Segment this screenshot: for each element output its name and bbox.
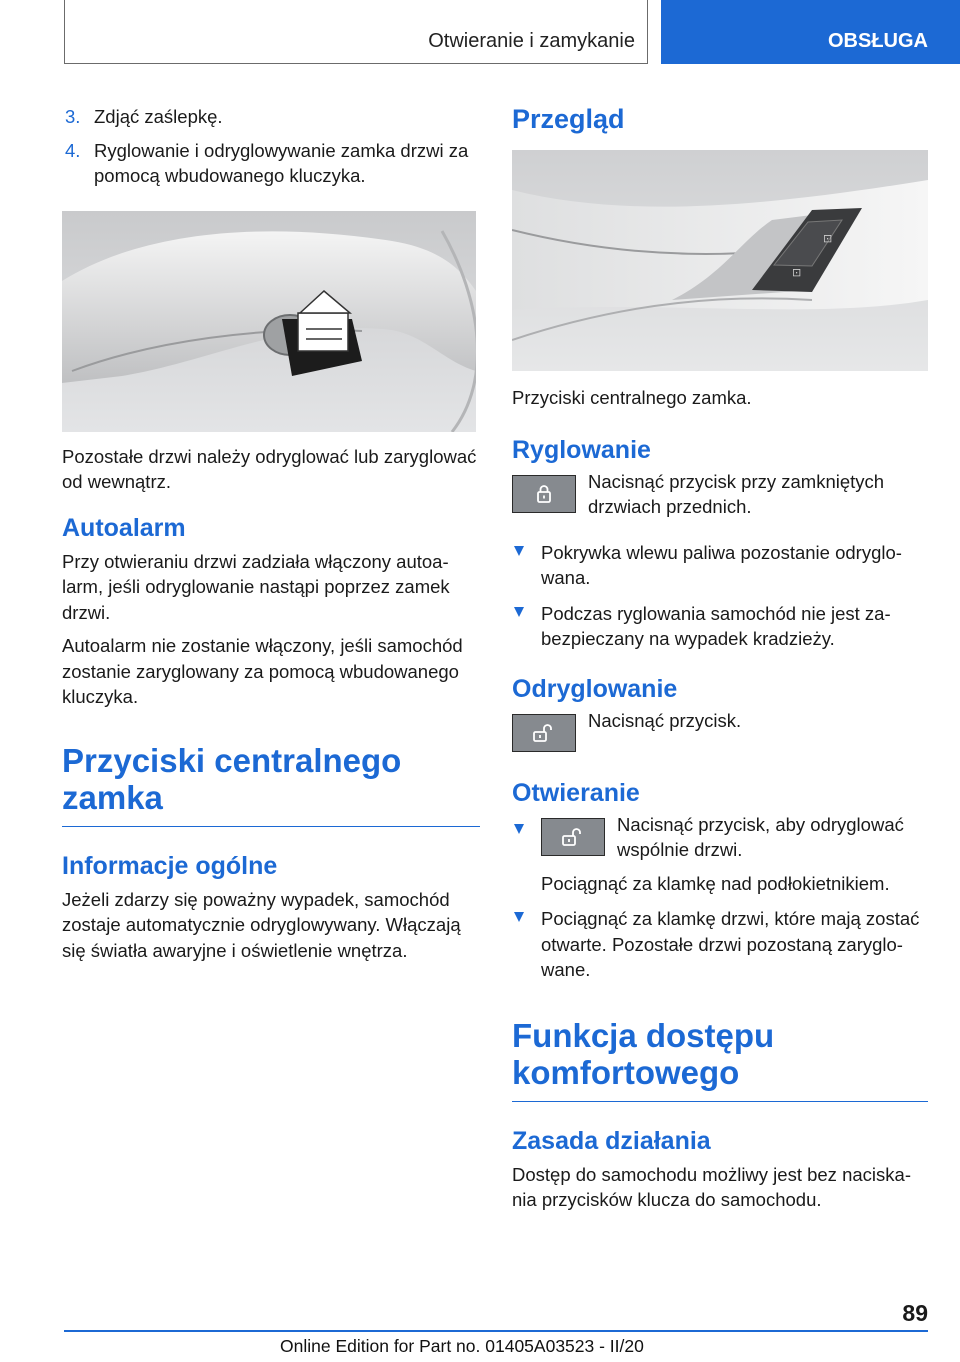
step-number: 4. (65, 139, 81, 161)
heading-comfort-access: Funkcja dostępu komfortowego (512, 1017, 928, 1102)
paragraph-autoalarm-1: Przy otwieraniu drzwi zadziała włączony autoalarm, jeśli odryglowanie nastąpi poprzez zamek drzwi. (62, 550, 450, 623)
footer-edition: Online Edition for Part no. 01405A03523 - II/20 (280, 1336, 644, 1356)
paragraph-autoalarm-2: Autoalarm nie zostanie włączony, jeśli samochód zostanie zaryglowany za pomocą wbudowanego kluczyka. (62, 635, 463, 707)
locking-text: Nacisnąć przycisk przy zamkniętych drzwiach przednich. (588, 470, 885, 517)
bullet-text: Pociągnąć za klamkę drzwi, które mają zostać otwarte. Pozostałe drzwi pozostaną zaryglowane. (541, 908, 920, 980)
page-number: 89 (902, 1300, 928, 1326)
list-item (512, 540, 928, 591)
unlocking-text: Nacisnąć przycisk. (588, 709, 742, 731)
list-item (512, 601, 928, 652)
unlock-button-icon (541, 818, 605, 856)
step-list (62, 104, 480, 189)
locking-instruction (512, 470, 928, 520)
step-text: Zdjąć zaślepkę. (94, 106, 223, 127)
central-lock-buttons-photo (512, 150, 928, 371)
section-tab[interactable] (661, 0, 960, 64)
step-number: 3. (65, 106, 81, 127)
triangle-bullet-icon (514, 607, 524, 617)
right-column (512, 104, 928, 1221)
left-column (62, 104, 480, 971)
overview-caption: Przyciski centralnego zamka. (512, 387, 752, 408)
heading-opening: Otwieranie (512, 778, 640, 807)
svg-text:⊡: ⊡ (823, 232, 833, 245)
paragraph-principle: Dostęp do samochodu możliwy jest bez naciskania przycisków klucza do samochodu. (512, 1163, 911, 1210)
unlock-button-icon (512, 714, 576, 752)
unlocking-instruction (512, 709, 928, 752)
opening-icon-text: Nacisnąć przycisk, aby odryglować wspólnie drzwi. (617, 813, 904, 860)
chapter-header (64, 0, 648, 64)
opening-pull-text: Pociągnąć za klamkę nad podłokietnikiem. (541, 872, 890, 894)
heading-central-lock: Przyciski centralnego zamka (62, 742, 480, 827)
locking-notes (512, 540, 928, 652)
lock-button-icon (512, 475, 576, 513)
opening-instruction (541, 813, 928, 863)
heading-principle: Zasada działania (512, 1126, 711, 1155)
heading-autoalarm: Autoalarm (62, 513, 186, 542)
heading-general-info: Informacje ogólne (62, 851, 278, 880)
opening-steps (512, 813, 928, 983)
section-tab-label: OBSŁUGA (828, 30, 928, 52)
heading-unlocking: Odryglowanie (512, 674, 678, 703)
heading-locking: Ryglowanie (512, 435, 651, 464)
list-item (62, 104, 480, 130)
step-text: Ryglowanie i odryglowywanie zamka drzwi za pomocą wbudowanego kluczyka. (94, 139, 469, 186)
door-key-photo (62, 211, 476, 432)
paragraph-other-doors: Pozostałe drzwi należy odryglować lub zaryglować od wewnątrz. (62, 445, 477, 492)
bullet-text: Podczas ryglowania samochód nie jest zabezpieczany na wypadek kradzieży. (541, 602, 891, 649)
paragraph-general-info: Jeżeli zdarzy się poważny wypadek, samochód zostaje automatycznie odryglowywany. Włączają się światła awaryjne i oświetlenie wnętrza. (62, 888, 461, 961)
triangle-bullet-icon (514, 912, 524, 922)
triangle-bullet-icon (514, 546, 524, 556)
list-item (512, 813, 928, 897)
heading-overview: Przegląd (512, 104, 625, 134)
list-item (512, 906, 928, 983)
triangle-bullet-icon (514, 824, 524, 834)
bullet-text: Pokrywka wlewu paliwa pozostanie odryglowana. (541, 541, 902, 588)
chapter-title: Otwieranie i zamykanie (428, 30, 635, 52)
svg-text:⊡: ⊡ (792, 266, 802, 279)
list-item (62, 138, 480, 189)
footer-divider (64, 1330, 928, 1332)
